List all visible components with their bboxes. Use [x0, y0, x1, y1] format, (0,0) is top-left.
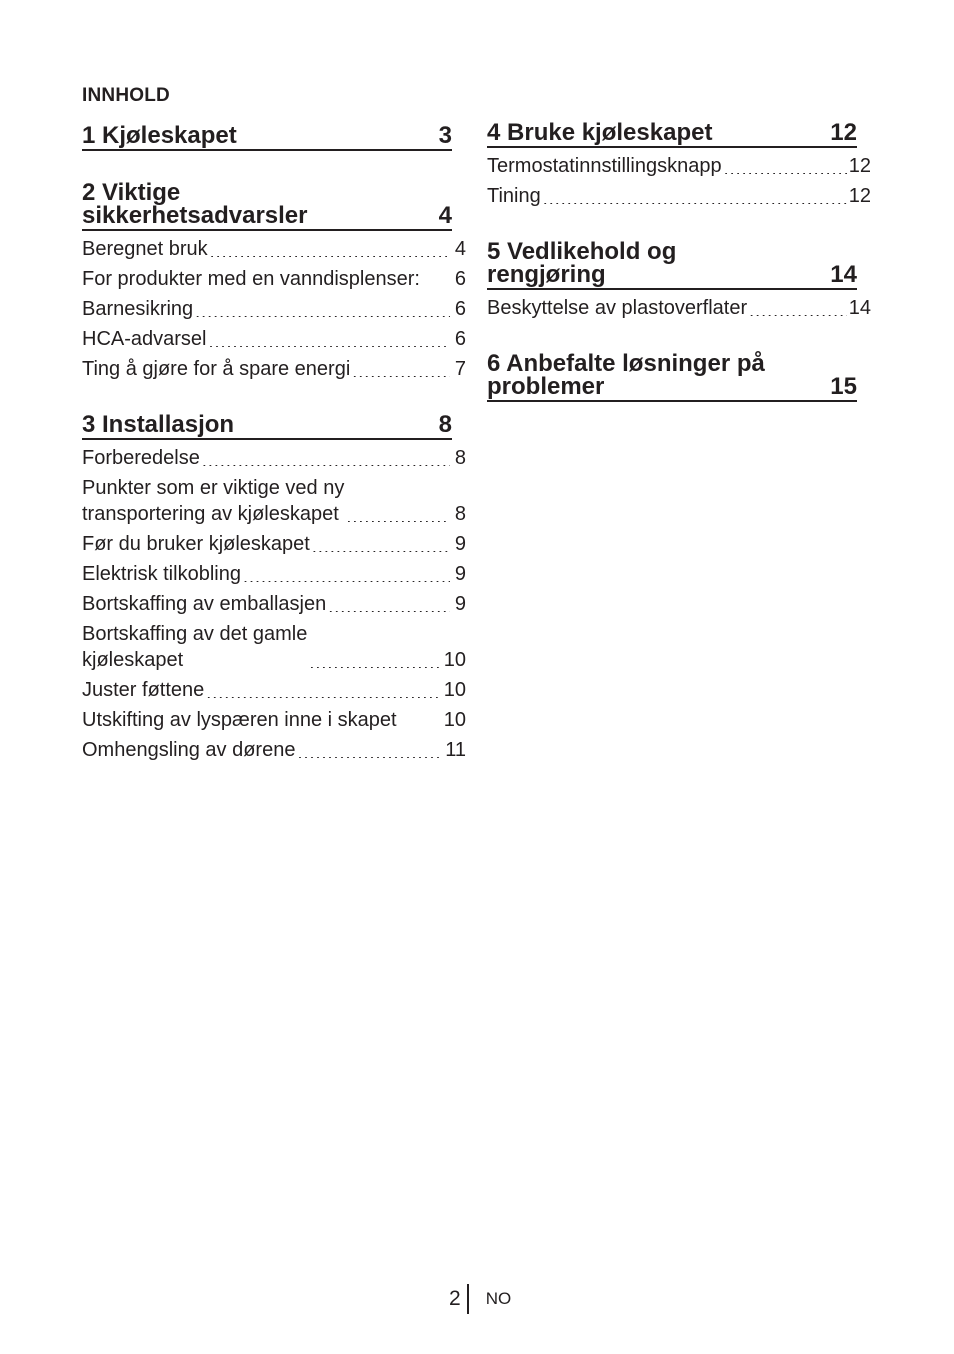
toc-entry-page-number: 14 — [848, 297, 871, 319]
dot-leader — [312, 542, 450, 552]
toc-entry-page-number: 9 — [454, 593, 466, 615]
chapter-title: 5 Vedlikehold og rengjøring — [487, 238, 677, 288]
chapter-page-number: 4 — [438, 202, 452, 229]
chapter-title: 1 Kjøleskapet — [82, 122, 237, 149]
dot-leader — [309, 658, 441, 668]
chapter-heading[interactable] — [487, 240, 857, 290]
toc-entry-list — [487, 293, 871, 323]
toc-entry[interactable] — [82, 705, 466, 735]
chapter-title: 3 Installasjon — [82, 411, 235, 438]
toc-entry[interactable] — [82, 619, 466, 675]
chapter-page-number: 12 — [830, 119, 857, 146]
dot-leader — [243, 572, 450, 582]
toc-entry-title: Bortskaffing av det gamle kjøleskapet — [82, 623, 308, 671]
toc-entry-page-number: 12 — [848, 185, 871, 207]
chapter-page-number: 14 — [830, 261, 857, 288]
toc-entry-title: Ting å gjøre for å spare energi — [82, 358, 351, 380]
toc-entry[interactable] — [82, 324, 466, 354]
language-code: NO — [485, 1289, 512, 1308]
toc-entry-title: Før du bruker kjøleskapet — [82, 533, 310, 555]
toc-entry[interactable] — [487, 151, 871, 181]
dot-leader — [195, 307, 450, 317]
toc-entry-page-number: 7 — [454, 358, 466, 380]
toc-entry-page-number: 6 — [454, 298, 466, 320]
dot-leader — [208, 337, 450, 347]
chapter-title: 2 Viktige sikkerhetsadvarsler — [82, 179, 308, 229]
toc-entry-title: Forberedelse — [82, 447, 200, 469]
toc-entry-page-number: 10 — [443, 679, 466, 701]
toc-entry-title: Bortskaffing av emballasjen — [82, 593, 327, 615]
chapter-heading[interactable] — [487, 121, 857, 148]
toc-right-column — [487, 121, 871, 432]
toc-entry[interactable] — [82, 443, 466, 473]
dot-leader — [749, 306, 847, 316]
toc-entry-title: Utskifting av lyspæren inne i skapet — [82, 709, 397, 731]
dot-leader — [206, 688, 441, 698]
chapter-heading[interactable] — [82, 413, 452, 440]
toc-entry-page-number: 6 — [454, 268, 466, 290]
dot-leader — [724, 164, 847, 174]
dot-leader — [202, 456, 450, 466]
toc-entry-page-number: 10 — [443, 649, 466, 671]
toc-entry-page-number: 11 — [445, 739, 466, 761]
toc-entry-title: Termostatinnstillingsknapp — [487, 155, 722, 177]
toc-entry[interactable] — [82, 559, 466, 589]
toc-entry-page-number: 10 — [443, 709, 466, 731]
dot-leader — [346, 512, 450, 522]
toc-entry[interactable] — [82, 589, 466, 619]
chapter-heading[interactable] — [487, 352, 857, 402]
toc-entry-title: Tining — [487, 185, 541, 207]
toc-entry-list — [82, 443, 466, 765]
dot-leader — [297, 748, 443, 758]
dot-leader — [210, 247, 450, 257]
toc-entry-page-number: 8 — [454, 447, 466, 469]
toc-entry-list — [487, 151, 871, 211]
toc-entry[interactable] — [82, 473, 466, 529]
toc-entry[interactable] — [82, 294, 466, 324]
toc-entry-title: Elektrisk tilkobling — [82, 563, 241, 585]
dot-leader — [352, 367, 450, 377]
toc-entry-title: Punkter som er viktige ved ny transportering av kjøleskapet — [82, 477, 345, 525]
toc-entry[interactable] — [487, 181, 871, 211]
toc-entry[interactable] — [82, 354, 466, 384]
page-number: 2 — [449, 1287, 461, 1310]
toc-entry-page-number: 4 — [454, 238, 466, 260]
toc-entry-title: HCA-advarsel — [82, 328, 207, 350]
toc-entry[interactable] — [82, 234, 466, 264]
toc-entry[interactable] — [82, 735, 466, 765]
toc-entry-title: Juster føttene — [82, 679, 205, 701]
toc-entry-page-number: 8 — [454, 503, 466, 525]
page-footer — [449, 1284, 511, 1314]
chapter-heading[interactable] — [82, 181, 452, 231]
toc-entry-title: Beskyttelse av plastoverflater — [487, 297, 748, 319]
toc-left-column — [82, 124, 466, 794]
toc-entry[interactable] — [82, 675, 466, 705]
chapter-title: 4 Bruke kjøleskapet — [487, 119, 713, 146]
chapter-page-number: 8 — [438, 411, 452, 438]
toc-entry-page-number: 9 — [454, 563, 466, 585]
toc-entry[interactable] — [82, 264, 466, 294]
dot-leader — [328, 602, 450, 612]
toc-heading: INNHOLD — [82, 85, 170, 106]
toc-entry[interactable] — [487, 293, 871, 323]
chapter-page-number: 15 — [830, 373, 857, 400]
toc-entry-title: Barnesikring — [82, 298, 194, 320]
toc-entry-title: For produkter med en vanndisplenser: — [82, 268, 420, 290]
chapter-heading[interactable] — [82, 124, 452, 151]
toc-entry-page-number: 9 — [454, 533, 466, 555]
footer-divider — [467, 1284, 469, 1314]
dot-leader — [543, 194, 847, 204]
toc-entry-page-number: 6 — [454, 328, 466, 350]
toc-entry-title: Omhengsling av dørene — [82, 739, 296, 761]
toc-entry-title: Beregnet bruk — [82, 238, 208, 260]
chapter-title: 6 Anbefalte løsninger på problemer — [487, 350, 765, 400]
toc-entry-page-number: 12 — [848, 155, 871, 177]
toc-entry-list — [82, 234, 466, 384]
chapter-page-number: 3 — [438, 122, 452, 149]
toc-entry[interactable] — [82, 529, 466, 559]
